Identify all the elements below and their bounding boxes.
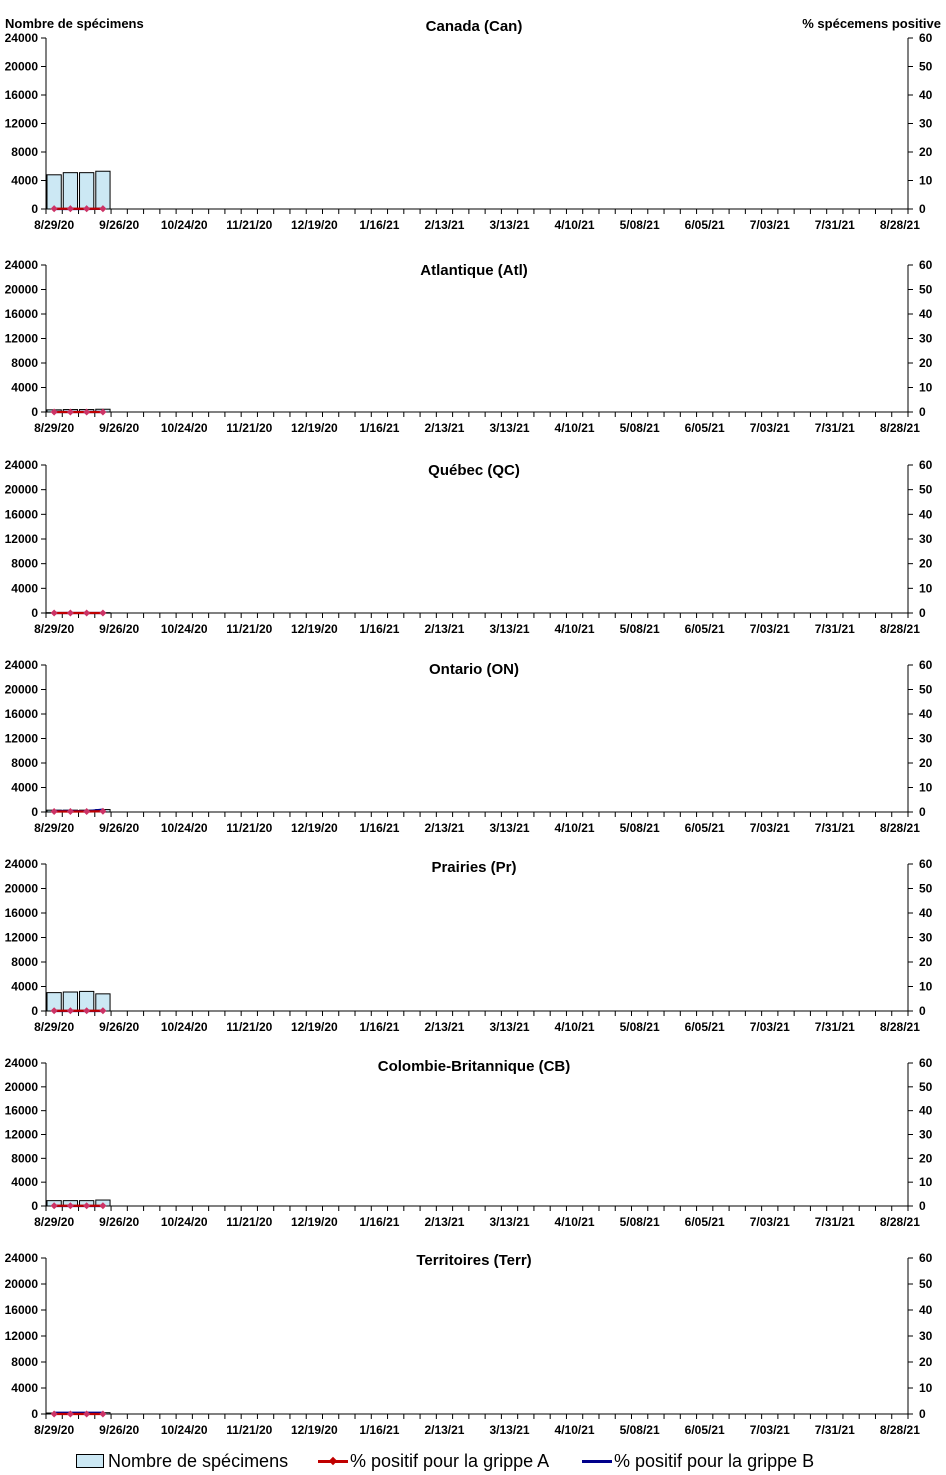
p2-x-tick-label: 9/26/20 [99,622,140,636]
p6-y2-tick-label: 50 [919,1277,933,1291]
p4-y2-tick-label: 60 [919,857,933,871]
p0-y-tick-label: 20000 [4,59,38,74]
p1-y2-tick-label: 40 [919,307,933,321]
p5-y2-tick-label: 50 [919,1079,933,1094]
p6-point-flu-a [99,1410,106,1417]
p0-y-tick-label: 0 [31,202,38,216]
p2-x-tick-label: 8/28/21 [879,622,920,636]
p3-x-tick-label: 7/31/21 [814,821,855,835]
p0-y2-tick-label: 30 [919,116,933,131]
p1-y2-tick-label: 10 [919,380,933,395]
p6-x-tick-label: 10/24/20 [160,1423,208,1437]
p6-y2-tick-label: 60 [919,1251,933,1265]
p5-x-tick-label: 10/24/20 [160,1215,208,1229]
p6-x-tick-label: 7/03/21 [749,1423,790,1437]
p0-x-tick-label: 10/24/20 [160,218,208,232]
p5-x-tick-label: 8/29/20 [34,1215,75,1229]
p6-point-flu-a [83,1410,90,1417]
p5-y2-tick-label: 20 [919,1151,933,1166]
p3-y-tick-label: 12000 [4,731,38,746]
p0-x-tick-label: 2/13/21 [424,218,465,232]
p6-point-flu-a [67,1410,74,1417]
p5-y2-tick-label: 0 [919,1199,926,1213]
p1-y-tick-label: 4000 [11,380,38,395]
p2-y-tick-label: 12000 [4,532,38,546]
p3-y2-tick-label: 0 [919,805,926,819]
p2-point-flu-a [67,609,74,616]
p2-y-tick-label: 8000 [11,556,38,571]
p1-x-tick-label: 5/08/21 [619,421,660,435]
p2-x-tick-label: 7/31/21 [814,622,855,636]
p5-x-tick-label: 7/31/21 [814,1215,855,1229]
p0-x-tick-label: 11/21/20 [226,218,273,232]
p6-point-flu-a [51,1410,58,1417]
p3-x-tick-label: 9/26/20 [99,821,140,835]
p5-x-tick-label: 3/13/21 [489,1215,530,1229]
p3-x-tick-label: 4/10/21 [554,821,595,835]
p2-point-flu-a [99,609,106,616]
p2-y2-tick-label: 10 [919,581,933,596]
p0-x-tick-label: 12/19/20 [290,218,338,232]
p4-y2-tick-label: 0 [919,1004,926,1018]
p2-x-tick-label: 10/24/20 [160,622,208,636]
p2-x-tick-label: 1/16/21 [359,622,400,636]
p6-y2-tick-label: 30 [919,1329,933,1343]
p4-chart-title: Prairies (Pr) [431,859,517,876]
p1-x-tick-label: 1/16/21 [359,421,400,435]
legend-swatch-specimens [76,1454,104,1468]
p2-y-tick-label: 4000 [11,581,38,596]
p0-x-tick-label: 1/16/21 [359,218,400,232]
p4-y-tick-label: 8000 [11,955,38,969]
p0-y2-tick-label: 50 [919,59,933,74]
p0-x-tick-label: 8/28/21 [879,218,920,232]
p2-y-tick-label: 20000 [4,482,38,497]
p4-y-tick-label: 24000 [4,857,38,871]
p6-chart-title: Territoires (Terr) [416,1252,532,1269]
legend-label-flu-a: % positif pour la grippe A [350,1450,550,1471]
p6-x-tick-label: 5/08/21 [619,1423,660,1437]
p4-x-tick-label: 7/03/21 [749,1020,790,1034]
p6-y2-tick-label: 20 [919,1355,933,1369]
p1-x-tick-label: 10/24/20 [160,421,208,435]
p0-y2-tick-label: 20 [919,145,933,159]
p1-y-tick-label: 12000 [4,331,38,346]
p4-y-tick-label: 12000 [4,930,38,945]
p6-x-tick-label: 3/13/21 [489,1423,530,1437]
p4-y2-tick-label: 40 [919,906,933,920]
legend [0,1446,946,1475]
p6-y-tick-label: 24000 [4,1251,38,1265]
p0-x-tick-label: 7/31/21 [814,218,855,232]
p1-chart-title: Atlantique (Atl) [420,262,528,279]
p3-x-tick-label: 8/28/21 [879,821,920,835]
p1-x-tick-label: 9/26/20 [99,421,140,435]
p4-y2-tick-label: 10 [919,979,933,994]
p6-y-tick-label: 16000 [4,1303,38,1317]
p0-x-tick-label: 4/10/21 [554,218,595,232]
p5-y2-tick-label: 10 [919,1175,933,1190]
p0-y2-axis-title: % spécemens positive [802,16,941,31]
p5-y-tick-label: 4000 [11,1175,38,1190]
p6-y-tick-label: 20000 [4,1277,38,1291]
p4-x-tick-label: 7/31/21 [814,1020,855,1034]
p2-x-tick-label: 5/08/21 [619,622,660,636]
legend-item-flu-b [582,1450,814,1472]
p3-x-tick-label: 1/16/21 [359,821,400,835]
p5-y-tick-label: 24000 [4,1056,38,1070]
p2-point-flu-a [83,609,90,616]
p6-y2-tick-label: 40 [919,1303,933,1317]
p4-y2-tick-label: 20 [919,955,933,969]
p6-x-tick-label: 2/13/21 [424,1423,465,1437]
p6-x-tick-label: 9/26/20 [99,1423,140,1437]
p3-point-flu-a [51,808,58,815]
p4-y2-tick-label: 30 [919,930,933,945]
p5-y-tick-label: 8000 [11,1151,38,1166]
p5-x-tick-label: 8/28/21 [879,1215,920,1229]
p2-y-tick-label: 0 [31,606,38,620]
p6-x-tick-label: 1/16/21 [359,1423,400,1437]
p0-y-tick-label: 12000 [4,116,38,131]
p2-y-tick-label: 16000 [4,507,38,522]
p0-y2-tick-label: 40 [919,88,933,102]
p3-y-tick-label: 20000 [4,682,38,697]
p1-x-tick-label: 11/21/20 [226,421,273,435]
p1-x-tick-label: 7/31/21 [814,421,855,435]
p0-bar-specimens [96,171,110,209]
p3-y2-tick-label: 30 [919,731,933,746]
p1-x-tick-label: 4/10/21 [554,421,595,435]
legend-label-specimens: Nombre de spécimens [108,1450,289,1471]
p4-x-tick-label: 11/21/20 [226,1020,273,1034]
p6-x-tick-label: 12/19/20 [290,1423,338,1437]
p5-y2-tick-label: 40 [919,1103,933,1118]
p5-x-tick-label: 2/13/21 [424,1215,465,1229]
p6-x-tick-label: 11/21/20 [226,1423,273,1437]
p6-y-tick-label: 0 [31,1407,38,1421]
p5-x-tick-label: 12/19/20 [290,1215,338,1229]
p2-x-tick-label: 2/13/21 [424,622,465,636]
p0-y-tick-label: 16000 [4,88,38,102]
p3-chart-title: Ontario (ON) [429,661,519,678]
p1-y-tick-label: 20000 [4,282,38,297]
p2-y2-tick-label: 30 [919,532,933,546]
p0-y-tick-label: 8000 [11,145,38,159]
p3-y-tick-label: 16000 [4,707,38,721]
p1-x-tick-label: 3/13/21 [489,421,530,435]
p1-x-tick-label: 7/03/21 [749,421,790,435]
p3-x-tick-label: 12/19/20 [290,821,338,835]
p0-y2-tick-label: 10 [919,173,933,188]
p6-y-tick-label: 12000 [4,1329,38,1343]
p4-y-tick-label: 0 [31,1004,38,1018]
p1-x-tick-label: 2/13/21 [424,421,465,435]
p2-y-tick-label: 24000 [4,458,38,472]
p3-x-tick-label: 10/24/20 [160,821,208,835]
p6-y2-tick-label: 10 [919,1381,933,1395]
p3-y-tick-label: 24000 [4,658,38,672]
p3-point-flu-a [83,808,90,815]
p2-y2-tick-label: 20 [919,556,933,571]
p5-y-tick-label: 16000 [4,1103,38,1118]
p1-y2-tick-label: 50 [919,282,933,297]
legend-item-specimens [76,1450,288,1472]
p6-y-tick-label: 4000 [11,1381,38,1395]
p1-x-tick-label: 8/29/20 [34,421,75,435]
p0-x-tick-label: 9/26/20 [99,218,140,232]
p3-y-tick-label: 0 [31,805,38,819]
p4-x-tick-label: 8/28/21 [879,1020,920,1034]
p4-y-tick-label: 16000 [4,906,38,920]
p3-x-tick-label: 8/29/20 [34,821,75,835]
p3-y-tick-label: 4000 [11,780,38,795]
p4-x-tick-label: 10/24/20 [160,1020,208,1034]
p1-x-tick-label: 6/05/21 [684,421,725,435]
p1-y2-tick-label: 60 [919,258,933,272]
p0-bar-specimens [47,175,61,209]
p6-x-tick-label: 6/05/21 [684,1423,725,1437]
p0-x-tick-label: 6/05/21 [684,218,725,232]
p1-y-tick-label: 16000 [4,307,38,321]
p6-x-tick-label: 7/31/21 [814,1423,855,1437]
p5-y-tick-label: 20000 [4,1079,38,1094]
p3-y2-tick-label: 40 [919,707,933,721]
p2-x-tick-label: 4/10/21 [554,622,595,636]
p5-x-tick-label: 1/16/21 [359,1215,400,1229]
p6-x-tick-label: 8/28/21 [879,1423,920,1437]
p2-x-tick-label: 8/29/20 [34,622,75,636]
p3-x-tick-label: 3/13/21 [489,821,530,835]
legend-label-flu-b: % positif pour la grippe B [614,1450,815,1471]
p6-x-tick-label: 4/10/21 [554,1423,595,1437]
p5-chart-title: Colombie-Britannique (CB) [377,1058,571,1075]
legend-item-flu-a [318,1450,549,1472]
p3-y2-tick-label: 60 [919,658,933,672]
p1-x-tick-label: 12/19/20 [290,421,338,435]
p2-x-tick-label: 6/05/21 [684,622,725,636]
p4-y-tick-label: 4000 [11,979,38,994]
p3-x-tick-label: 11/21/20 [226,821,273,835]
p4-x-tick-label: 9/26/20 [99,1020,140,1034]
p3-x-tick-label: 7/03/21 [749,821,790,835]
p0-y-tick-label: 4000 [11,173,38,188]
p1-y2-tick-label: 0 [919,405,926,419]
p3-y-tick-label: 8000 [11,756,38,770]
p4-x-tick-label: 5/08/21 [619,1020,660,1034]
p5-x-tick-label: 9/26/20 [99,1215,140,1229]
p4-x-tick-label: 3/13/21 [489,1020,530,1034]
p0-bar-specimens [80,173,94,209]
p5-x-tick-label: 4/10/21 [554,1215,595,1229]
legend-swatch-flu-b [582,1454,612,1468]
p0-x-tick-label: 7/03/21 [749,218,790,232]
p4-x-tick-label: 1/16/21 [359,1020,400,1034]
p3-x-tick-label: 5/08/21 [619,821,660,835]
p1-y-tick-label: 0 [31,405,38,419]
p0-x-tick-label: 8/29/20 [34,218,75,232]
p2-y2-tick-label: 40 [919,507,933,522]
p0-y2-tick-label: 0 [919,202,926,216]
p2-x-tick-label: 12/19/20 [290,622,338,636]
p2-chart-title: Québec (QC) [428,462,520,479]
p2-x-tick-label: 11/21/20 [226,622,273,636]
p1-x-tick-label: 8/28/21 [879,421,920,435]
legend-swatch-flu-a [318,1454,348,1468]
p4-y-tick-label: 20000 [4,881,38,896]
p1-y2-tick-label: 20 [919,356,933,370]
p4-x-tick-label: 12/19/20 [290,1020,338,1034]
p0-x-tick-label: 5/08/21 [619,218,660,232]
p0-x-tick-label: 3/13/21 [489,218,530,232]
p5-y2-tick-label: 30 [919,1127,933,1142]
p2-x-tick-label: 7/03/21 [749,622,790,636]
p0-y2-tick-label: 60 [919,31,933,45]
p3-y2-tick-label: 10 [919,780,933,795]
p4-x-tick-label: 8/29/20 [34,1020,75,1034]
p3-point-flu-a [67,808,74,815]
p6-y-tick-label: 8000 [11,1355,38,1369]
p3-x-tick-label: 2/13/21 [424,821,465,835]
p2-y2-tick-label: 60 [919,458,933,472]
p4-y2-tick-label: 50 [919,881,933,896]
p5-x-tick-label: 11/21/20 [226,1215,273,1229]
p0-chart-title: Canada (Can) [425,18,523,35]
p5-y-tick-label: 12000 [4,1127,38,1142]
p5-y2-tick-label: 60 [919,1056,933,1070]
p4-x-tick-label: 6/05/21 [684,1020,725,1034]
p2-x-tick-label: 3/13/21 [489,622,530,636]
p3-y2-tick-label: 50 [919,682,933,697]
p2-y2-tick-label: 50 [919,482,933,497]
p1-y-tick-label: 24000 [4,258,38,272]
p2-point-flu-a [51,609,58,616]
p5-x-tick-label: 5/08/21 [619,1215,660,1229]
p0-y-axis-title: Nombre de spécimens [5,16,144,31]
p1-y2-tick-label: 30 [919,331,933,346]
p2-y2-tick-label: 0 [919,606,926,620]
p5-x-tick-label: 7/03/21 [749,1215,790,1229]
p3-y2-tick-label: 20 [919,756,933,770]
p1-y-tick-label: 8000 [11,356,38,370]
p6-y2-tick-label: 0 [919,1407,926,1421]
p5-x-tick-label: 6/05/21 [684,1215,725,1229]
p3-x-tick-label: 6/05/21 [684,821,725,835]
p0-bar-specimens [63,173,77,209]
p6-x-tick-label: 8/29/20 [34,1423,75,1437]
p4-x-tick-label: 2/13/21 [424,1020,465,1034]
p4-x-tick-label: 4/10/21 [554,1020,595,1034]
p5-y-tick-label: 0 [31,1199,38,1213]
p0-y-tick-label: 24000 [4,31,38,45]
